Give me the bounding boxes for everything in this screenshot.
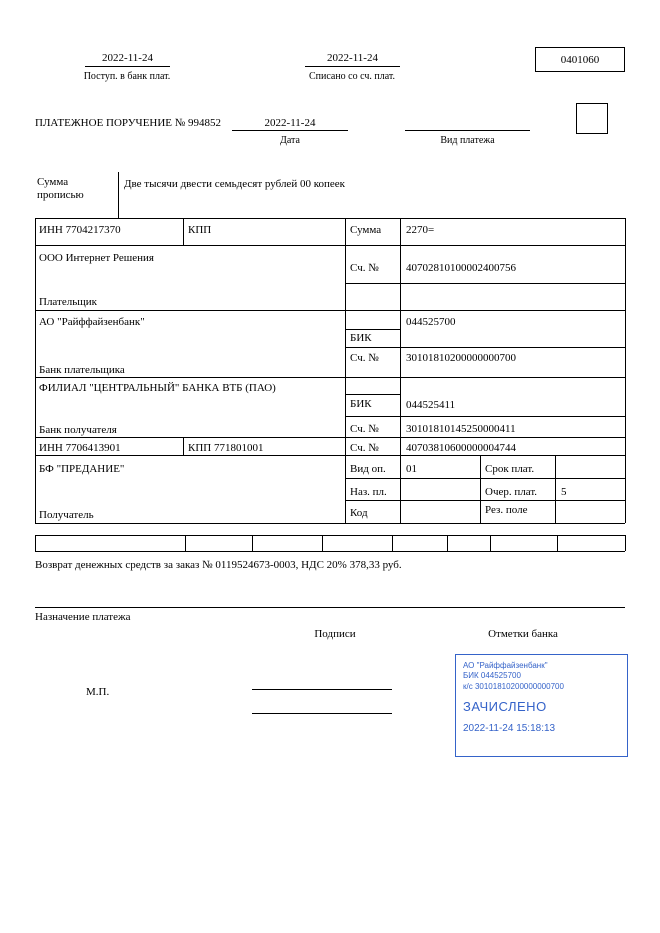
- payee-bank-account: 30101810145250000411: [406, 423, 516, 435]
- table-line: [35, 437, 625, 438]
- payee-bank-caption: Банк получателя: [39, 424, 117, 436]
- payer-bank-name: АО "Райффайзенбанк": [39, 316, 145, 328]
- due-date-label: Срок плат.: [485, 463, 535, 475]
- payment-kind-caption: Вид платежа: [440, 135, 495, 146]
- amount-words-divider: [118, 172, 119, 218]
- code-label: Код: [350, 507, 368, 519]
- purpose-underline: [35, 607, 625, 608]
- bank-stamp: [455, 654, 628, 757]
- op-kind-value: 01: [406, 463, 417, 475]
- stamp-datetime: 2022-11-24 15:18:13: [463, 723, 556, 734]
- table-line: [400, 218, 401, 523]
- payer-name: ООО Интернет Решения: [39, 252, 154, 264]
- table-line: [480, 455, 481, 523]
- strip-line: [392, 535, 393, 551]
- amount-words-label-1: Сумма: [37, 176, 69, 188]
- payer-bank-account-label: Сч. №: [350, 352, 379, 364]
- table-line: [345, 478, 625, 479]
- table-line: [35, 455, 625, 456]
- table-line: [345, 500, 625, 501]
- signature-line: [252, 689, 392, 690]
- table-line: [345, 416, 625, 417]
- purpose-text: Возврат денежных средств за заказ № 0119524673-0003, НДС 20% 378,33 руб.: [35, 559, 402, 571]
- priority-value: 5: [561, 486, 567, 498]
- payer-bank-bik-label: БИК: [350, 332, 372, 344]
- payee-bank-account-label: Сч. №: [350, 423, 379, 435]
- doc-title: ПЛАТЕЖНОЕ ПОРУЧЕНИЕ № 994852: [35, 117, 222, 129]
- strip-line: [35, 535, 36, 551]
- table-line: [183, 218, 184, 245]
- strip-line: [447, 535, 448, 551]
- payment-kind-box: [576, 103, 608, 134]
- strip-line: [625, 535, 626, 551]
- received-date-underline: [85, 66, 170, 67]
- amount-value: 2270=: [406, 224, 435, 236]
- payer-account: 40702810100002400756: [406, 262, 516, 274]
- table-line: [345, 283, 625, 284]
- payee-bank-name: ФИЛИАЛ "ЦЕНТРАЛЬНЫЙ" БАНКА ВТБ (ПАО): [39, 382, 276, 394]
- debited-date-underline: [305, 66, 400, 67]
- strip-line: [490, 535, 491, 551]
- table-line: [35, 218, 36, 523]
- signatures-caption: Подписи: [314, 628, 356, 640]
- table-line: [345, 347, 625, 348]
- payer-kpp-label: КПП: [188, 224, 212, 236]
- strip-line: [185, 535, 186, 551]
- form-code: 0401060: [560, 53, 600, 66]
- form-code-box: [535, 47, 625, 72]
- payer-account-label: Сч. №: [350, 262, 379, 274]
- amount-words-label-2: прописью: [37, 189, 84, 201]
- doc-date-underline: [232, 130, 348, 131]
- purpose-code-label: Наз. пл.: [350, 486, 387, 498]
- priority-label: Очер. плат.: [485, 486, 538, 498]
- debited-date-caption: Списано со сч. плат.: [308, 71, 396, 82]
- table-line: [183, 437, 184, 455]
- received-date: 2022-11-24: [102, 52, 153, 64]
- table-line: [35, 310, 625, 311]
- payee-caption: Получатель: [39, 509, 94, 521]
- payer-bank-caption: Банк плательщика: [39, 364, 125, 376]
- payer-bank-bik: 044525700: [406, 316, 456, 328]
- payee-name: БФ "ПРЕДАНИЕ": [39, 463, 125, 475]
- amount-words: Две тысячи двести семьдесят рублей 00 копеек: [124, 178, 345, 190]
- strip-line: [252, 535, 253, 551]
- stamp-status: ЗАЧИСЛЕНО: [463, 699, 547, 714]
- amount-label: Сумма: [350, 224, 382, 236]
- table-line: [625, 218, 626, 523]
- strip-line: [557, 535, 558, 551]
- signature-line: [252, 713, 392, 714]
- table-line: [555, 455, 556, 523]
- stamp-bik: БИК 044525700: [463, 671, 521, 680]
- strip-line: [322, 535, 323, 551]
- payee-bank-bik: 044525411: [406, 399, 456, 411]
- doc-date: 2022-11-24: [264, 117, 316, 129]
- stamp-place: М.П.: [86, 686, 110, 698]
- table-line: [35, 377, 625, 378]
- table-line: [345, 218, 346, 523]
- payer-inn: ИНН 7704217370: [39, 224, 121, 236]
- payee-inn: ИНН 7706413901: [39, 442, 121, 454]
- bank-marks-caption: Отметки банка: [488, 628, 558, 640]
- table-line: [35, 523, 625, 524]
- table-line: [345, 394, 400, 395]
- strip-line: [35, 535, 625, 536]
- op-kind-label: Вид оп.: [350, 463, 386, 475]
- payee-account-label: Сч. №: [350, 442, 379, 454]
- debited-date: 2022-11-24: [327, 52, 378, 64]
- payee-account: 40703810600000004744: [406, 442, 516, 454]
- reserve-field-label: Рез. поле: [485, 504, 528, 516]
- table-line: [35, 218, 625, 219]
- strip-line: [35, 551, 625, 552]
- table-line: [345, 329, 400, 330]
- payer-caption: Плательщик: [39, 296, 97, 308]
- table-line: [35, 245, 625, 246]
- stamp-bank-name: АО "Райффайзенбанк": [463, 661, 548, 670]
- payee-kpp: КПП 771801001: [188, 442, 264, 454]
- purpose-caption: Назначение платежа: [35, 611, 131, 623]
- received-date-caption: Поступ. в банк плат.: [83, 71, 171, 82]
- payer-bank-account: 30101810200000000700: [406, 352, 516, 364]
- stamp-corr-account: к/с 30101810200000000700: [463, 682, 564, 691]
- payment-kind-underline: [405, 130, 530, 131]
- payee-bank-bik-label: БИК: [350, 398, 372, 410]
- date-caption: Дата: [280, 135, 300, 146]
